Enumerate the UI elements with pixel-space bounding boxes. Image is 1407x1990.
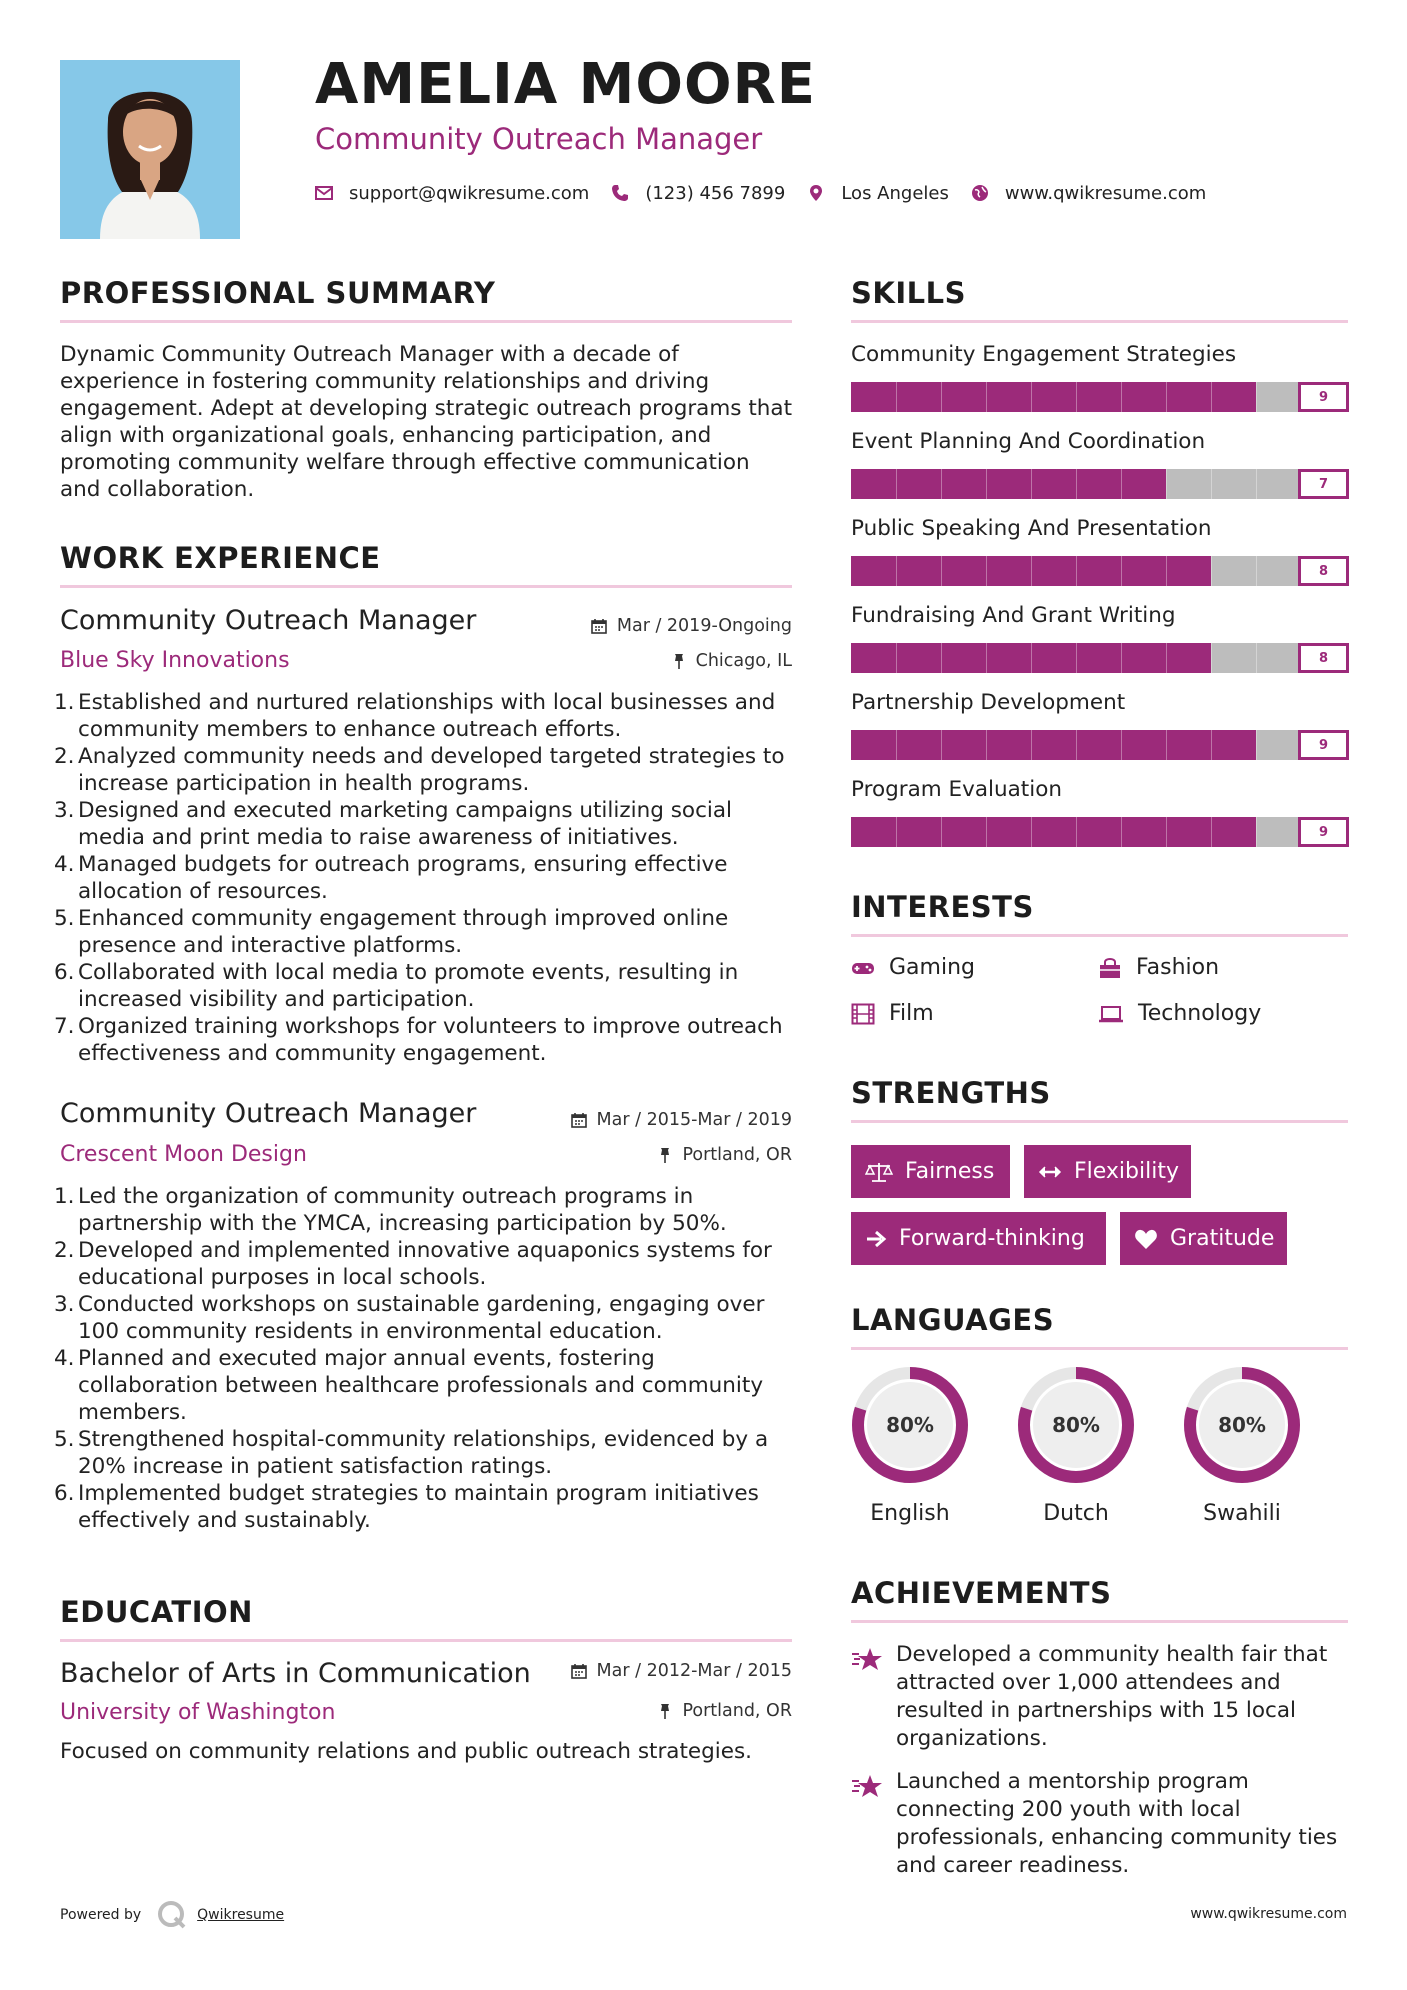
skills-heading: SKILLS <box>851 276 966 310</box>
degree-title: Bachelor of Arts in Communication <box>60 1658 531 1689</box>
language-name: Dutch <box>1043 1501 1109 1526</box>
phone-icon <box>611 184 629 202</box>
job-location <box>658 1145 792 1165</box>
skill-bar-segment <box>896 469 897 499</box>
strength-tag-forward-thinking: Forward-thinking <box>851 1212 1106 1265</box>
skill-bar-segment <box>1166 382 1167 412</box>
skill-bar-segment <box>1256 556 1257 586</box>
education-dates <box>571 1661 792 1681</box>
skill-label: Program Evaluation <box>851 777 1062 802</box>
skill-bar <box>851 469 1301 499</box>
skill-bar-fill <box>851 382 1256 412</box>
skill-bar-segment <box>896 817 897 847</box>
qwikresume-link[interactable]: Qwikresume <box>197 1907 285 1923</box>
skill-bar-segment <box>1256 817 1257 847</box>
skill-bar-segment <box>1166 730 1167 760</box>
education-divider <box>60 1639 792 1642</box>
skill-bar-segment <box>1256 469 1257 499</box>
skill-score: 9 <box>1298 382 1349 412</box>
job-location <box>672 651 792 671</box>
star-trophy-icon <box>851 1773 885 1801</box>
footer-powered-by: Powered by Qwikresume <box>60 1900 284 1930</box>
interest-gaming: Gaming <box>851 955 975 980</box>
education-location <box>658 1701 792 1721</box>
job-bullets <box>54 1183 795 1534</box>
achievements-divider <box>851 1620 1348 1623</box>
skill-bar-segment <box>1121 643 1122 673</box>
pin-icon <box>658 1147 672 1163</box>
skill-bar-segment <box>1076 382 1077 412</box>
list-item: 2. Developed and implemented innovative aquaponics systems for educational purposes in local schools. <box>54 1238 772 1290</box>
skill-bar-segment <box>986 382 987 412</box>
experience-divider <box>60 585 792 588</box>
skill-bar-fill <box>851 817 1256 847</box>
language-percent: 80% <box>1052 1413 1100 1437</box>
list-item: 5. Strengthened hospital-community relationships, evidenced by a 20% increase in patient satisfaction ratings. <box>54 1427 769 1479</box>
skill-score: 9 <box>1298 817 1349 847</box>
qwikresume-logo-icon <box>157 1900 187 1930</box>
interest-film: Film <box>851 1001 934 1026</box>
language-ring <box>848 1363 972 1487</box>
job-location-text: Portland, OR <box>682 1145 792 1165</box>
gamepad-icon <box>851 959 875 977</box>
location-text: Los Angeles <box>841 182 949 204</box>
laptop-icon <box>1098 1004 1124 1024</box>
skill-bar-segment <box>1256 382 1257 412</box>
list-item: 6. Collaborated with local media to promote events, resulting in increased visibility and participation. <box>54 960 739 1012</box>
job-dates-text: Mar / 2015-Mar / 2019 <box>596 1110 792 1130</box>
skill-label: Partnership Development <box>851 690 1126 715</box>
calendar-icon <box>591 618 607 634</box>
skill-bar-segment <box>1256 730 1257 760</box>
skill-bar-segment <box>1256 643 1257 673</box>
interest-fashion: Fashion <box>1098 955 1219 980</box>
skill-bar-segment <box>896 730 897 760</box>
skill-bar-segment <box>986 643 987 673</box>
list-item: 1. Led the organization of community outreach programs in partnership with the YMCA, increasing participation by 50%. <box>54 1184 727 1236</box>
strength-tag-fairness: Fairness <box>851 1145 1010 1198</box>
skill-label: Fundraising And Grant Writing <box>851 603 1176 628</box>
heart-icon <box>1134 1228 1158 1250</box>
calendar-icon <box>571 1112 587 1128</box>
skill-bar-segment <box>1076 730 1077 760</box>
summary-text: Dynamic Community Outreach Manager with a decade of experience in fostering community relationships and driving engagement. Adept at developing strategic outreach programs that align with organizational goals, enhancing participation, and promoting community welfare through effective communication and collaboration. <box>60 342 792 502</box>
skill-label: Community Engagement Strategies <box>851 342 1237 367</box>
envelope-icon <box>315 184 333 202</box>
arrows-horizontal-icon <box>1038 1164 1062 1180</box>
skill-bar-segment <box>896 643 897 673</box>
interests-divider <box>851 934 1348 937</box>
skill-bar-segment <box>941 556 942 586</box>
phone-text: (123) 456 7899 <box>645 182 786 204</box>
list-item: 5. Enhanced community engagement through improved online presence and interactive platforms. <box>54 906 729 958</box>
company-name: Blue Sky Innovations <box>60 648 290 673</box>
language-percent: 80% <box>886 1413 934 1437</box>
skill-bar-segment <box>941 469 942 499</box>
achievements-heading: ACHIEVEMENTS <box>851 1576 1112 1610</box>
job-dates <box>591 616 792 636</box>
list-item: 6. Implemented budget strategies to maintain program initiatives effectively and sustainably. <box>54 1481 759 1533</box>
skill-score: 8 <box>1298 556 1349 586</box>
list-item: 7. Organized training workshops for volunteers to improve outreach effectiveness and community engagement. <box>54 1014 783 1066</box>
job-title: Community Outreach Manager <box>60 605 477 636</box>
skill-bar-segment <box>1076 469 1077 499</box>
skill-bar-fill <box>851 469 1166 499</box>
list-item: 3. Designed and executed marketing campaigns utilizing social media and print media to raise awareness of initiatives. <box>54 798 733 850</box>
skill-bar-segment <box>986 817 987 847</box>
skill-bar-segment <box>1121 817 1122 847</box>
job-dates <box>571 1110 792 1130</box>
pin-icon <box>672 653 686 669</box>
skill-bar-segment <box>1076 817 1077 847</box>
skill-bar-segment <box>1166 643 1167 673</box>
strengths-heading: STRENGTHS <box>851 1076 1051 1110</box>
list-item: 4. Planned and executed major annual events, fostering collaboration between healthcare professionals and community members. <box>54 1346 764 1425</box>
education-dates-text: Mar / 2012-Mar / 2015 <box>596 1661 792 1681</box>
skill-bar-segment <box>1211 469 1212 499</box>
language-percent: 80% <box>1218 1413 1266 1437</box>
skill-bar-segment <box>1211 556 1212 586</box>
contact-email[interactable] <box>315 183 589 204</box>
map-marker-icon <box>807 184 825 202</box>
language-name: Swahili <box>1203 1501 1281 1526</box>
languages-heading: LANGUAGES <box>851 1303 1055 1337</box>
language-ring <box>1180 1363 1304 1487</box>
summary-divider <box>60 320 792 323</box>
education-location-text: Portland, OR <box>682 1701 792 1721</box>
education-description: Focused on community relations and public outreach strategies. <box>60 1739 753 1764</box>
skill-bar-segment <box>1211 730 1212 760</box>
job-location-text: Chicago, IL <box>695 651 792 671</box>
skill-bar-segment <box>986 730 987 760</box>
skill-bar-segment <box>1031 730 1032 760</box>
language-ring <box>1014 1363 1138 1487</box>
website-text: www.qwikresume.com <box>1004 182 1207 204</box>
skills-divider <box>851 320 1348 323</box>
footer-site[interactable]: www.qwikresume.com <box>1190 1906 1347 1922</box>
skill-label: Public Speaking And Presentation <box>851 516 1212 541</box>
profile-photo <box>60 60 240 239</box>
languages-divider <box>851 1347 1348 1350</box>
skill-bar-segment <box>1031 643 1032 673</box>
skill-bar <box>851 643 1301 673</box>
skill-bar-segment <box>941 382 942 412</box>
skill-bar-segment <box>986 556 987 586</box>
skill-bar-segment <box>1121 556 1122 586</box>
job-title: Community Outreach Manager <box>60 1098 477 1129</box>
skill-bar-fill <box>851 730 1256 760</box>
skill-bar-segment <box>896 556 897 586</box>
job-bullets <box>54 689 795 1067</box>
skill-bar-segment <box>1121 469 1122 499</box>
achievement-item: Launched a mentorship program connecting 200 youth with local professionals, enhancing community ties and career readiness. <box>896 1769 1338 1878</box>
skill-bar-segment <box>1076 643 1077 673</box>
skill-bar-segment <box>1211 382 1212 412</box>
strength-tag-flexibility: Flexibility <box>1024 1145 1191 1198</box>
skill-bar-segment <box>1076 556 1077 586</box>
skill-bar <box>851 730 1301 760</box>
arrow-right-icon <box>865 1229 887 1249</box>
list-item: 4. Managed budgets for outreach programs, ensuring effective allocation of resources. <box>54 852 728 904</box>
contact-bar <box>315 178 1228 208</box>
job-dates-text: Mar / 2019-Ongoing <box>616 616 792 636</box>
candidate-name: AMELIA MOORE <box>315 52 816 117</box>
skill-bar-segment <box>941 643 942 673</box>
skill-bar-segment <box>1031 382 1032 412</box>
skill-label: Event Planning And Coordination <box>851 429 1206 454</box>
experience-heading: WORK EXPERIENCE <box>60 541 381 575</box>
list-item: 3. Conducted workshops on sustainable gardening, engaging over 100 community residents in environmental education. <box>54 1292 765 1344</box>
skill-bar-segment <box>1211 817 1212 847</box>
school-name: University of Washington <box>60 1700 336 1725</box>
company-name: Crescent Moon Design <box>60 1142 307 1167</box>
contact-phone[interactable] <box>611 183 785 204</box>
pin-icon <box>658 1703 672 1719</box>
email-text: support@qwikresume.com <box>349 182 590 204</box>
strengths-divider <box>851 1120 1348 1123</box>
globe-icon <box>971 184 989 202</box>
contact-location <box>807 183 949 204</box>
interest-technology: Technology <box>1098 1001 1261 1026</box>
list-item: 2. Analyzed community needs and developed targeted strategies to increase participation in health programs. <box>54 744 785 796</box>
skill-bar-segment <box>1166 817 1167 847</box>
interests-heading: INTERESTS <box>851 890 1034 924</box>
skill-bar-segment <box>896 382 897 412</box>
achievement-item: Developed a community health fair that attracted over 1,000 attendees and resulted in partnerships with 15 local organizations. <box>896 1642 1328 1751</box>
skill-bar-segment <box>1031 469 1032 499</box>
language-name: English <box>870 1501 950 1526</box>
candidate-title: Community Outreach Manager <box>315 122 763 156</box>
skill-bar <box>851 817 1301 847</box>
skill-bar-segment <box>1121 730 1122 760</box>
list-item: 1. Established and nurtured relationships with local businesses and community members to enhance outreach efforts. <box>54 690 776 742</box>
film-icon <box>851 1003 875 1025</box>
skill-bar-segment <box>1211 643 1212 673</box>
skill-score: 7 <box>1298 469 1349 499</box>
skill-bar-segment <box>1121 382 1122 412</box>
skill-score: 9 <box>1298 730 1349 760</box>
balance-scale-icon <box>865 1161 893 1183</box>
skill-bar <box>851 556 1301 586</box>
skill-bar <box>851 382 1301 412</box>
skill-score: 8 <box>1298 643 1349 673</box>
education-heading: EDUCATION <box>60 1595 253 1629</box>
contact-website[interactable] <box>971 183 1206 204</box>
shopping-bag-icon <box>1098 957 1122 979</box>
skill-bar-segment <box>1031 817 1032 847</box>
summary-heading: PROFESSIONAL SUMMARY <box>60 276 496 310</box>
strength-tag-gratitude: Gratitude <box>1120 1212 1287 1265</box>
skill-bar-segment <box>1166 469 1167 499</box>
star-trophy-icon <box>851 1646 885 1674</box>
skill-bar-segment <box>1031 556 1032 586</box>
skill-bar-segment <box>941 730 942 760</box>
skill-bar-segment <box>1166 556 1167 586</box>
skill-bar-segment <box>986 469 987 499</box>
calendar-icon <box>571 1663 587 1679</box>
skill-bar-segment <box>941 817 942 847</box>
